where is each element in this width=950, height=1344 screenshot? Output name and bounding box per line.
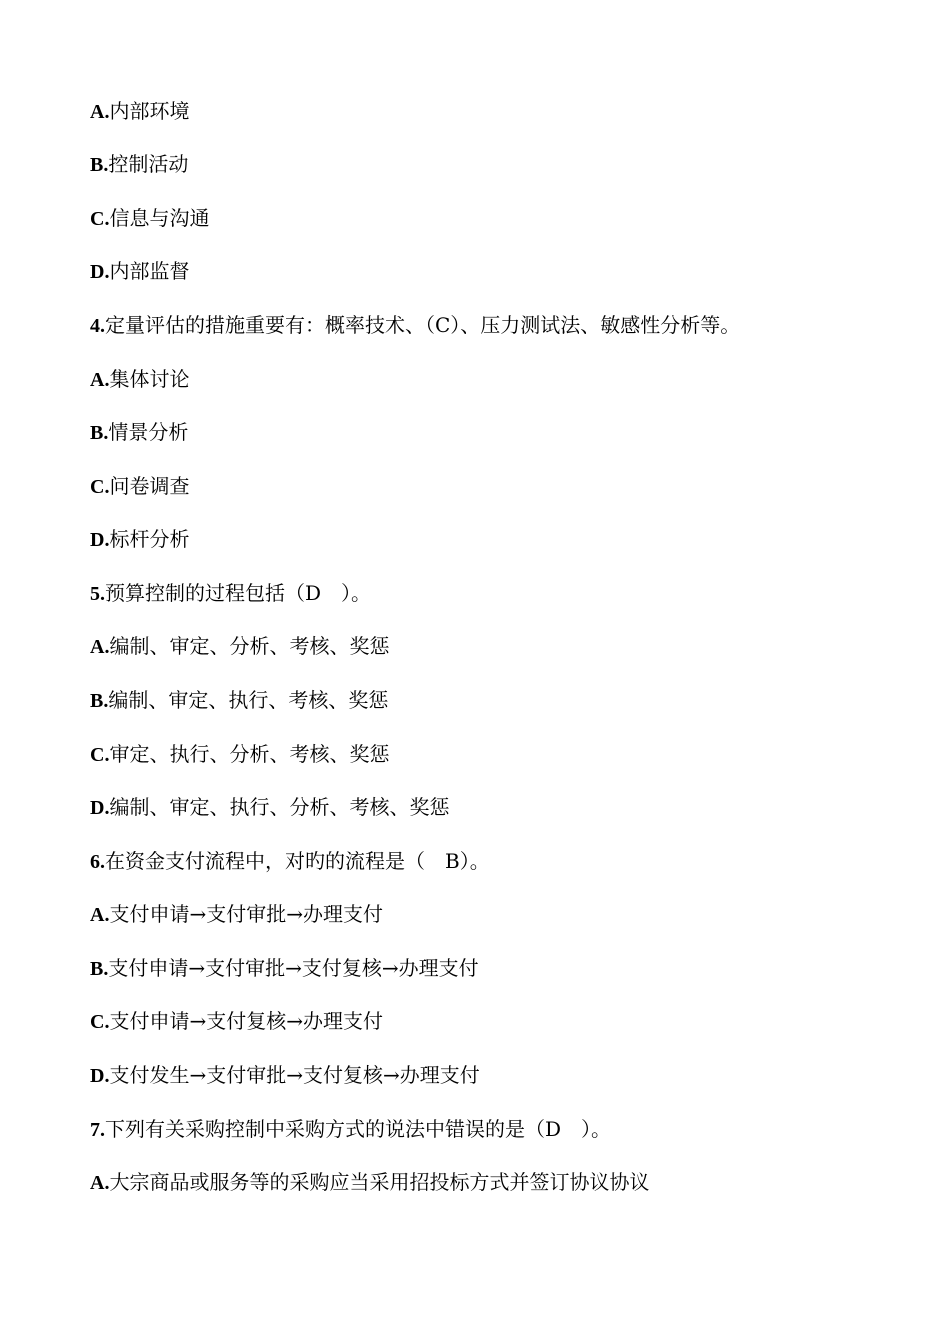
- option-text: 控制活动: [108, 152, 189, 176]
- option-line: [90, 1167, 910, 1197]
- option-label: B.: [90, 154, 109, 176]
- option-label: A.: [90, 369, 110, 391]
- question-text: 预算控制的过程包括（D ）。: [105, 581, 372, 605]
- option-text: 支付申请→支付复核→办理支付: [109, 1009, 383, 1033]
- option-line: [90, 685, 910, 715]
- option-label: C.: [90, 744, 110, 766]
- question-line: [90, 310, 910, 340]
- option-label: B.: [90, 422, 109, 444]
- option-line: [90, 792, 910, 822]
- option-label: A.: [90, 101, 110, 123]
- option-text: 支付发生→支付审批→支付复核→办理支付: [109, 1063, 480, 1087]
- option-line: [90, 364, 910, 394]
- question-number: 4.: [90, 315, 105, 337]
- option-text: 编制、审定、执行、分析、考核、奖惩: [109, 795, 450, 819]
- option-label: A.: [90, 904, 110, 926]
- option-label: A.: [90, 1172, 110, 1194]
- option-text: 集体讨论: [109, 367, 190, 391]
- option-label: B.: [90, 958, 109, 980]
- question-number: 6.: [90, 851, 105, 873]
- option-label: B.: [90, 690, 109, 712]
- option-line: [90, 203, 910, 233]
- option-text: 编制、审定、分析、考核、奖惩: [109, 634, 390, 658]
- option-line: [90, 899, 910, 929]
- option-label: A.: [90, 636, 110, 658]
- option-line: [90, 953, 910, 983]
- question-text: 定量评估的措施重要有：概率技术、（C）、压力测试法、敏感性分析等。: [105, 313, 741, 337]
- question-text: 下列有关采购控制中采购方式的说法中错误的是（D ）。: [105, 1117, 612, 1141]
- option-label: C.: [90, 476, 110, 498]
- option-line: [90, 739, 910, 769]
- option-text: 标杆分析: [109, 527, 190, 551]
- option-line: [90, 471, 910, 501]
- option-text: 情景分析: [108, 420, 189, 444]
- option-label: C.: [90, 1011, 110, 1033]
- option-line: [90, 417, 910, 447]
- option-line: [90, 256, 910, 286]
- option-text: 支付申请→支付审批→办理支付: [109, 902, 383, 926]
- option-line: [90, 1006, 910, 1036]
- question-number: 7.: [90, 1119, 105, 1141]
- option-text: 内部监督: [109, 259, 190, 283]
- option-text: 信息与沟通: [109, 206, 210, 230]
- option-line: [90, 1060, 910, 1090]
- option-label: D.: [90, 1065, 110, 1087]
- question-line: [90, 1114, 910, 1144]
- option-text: 审定、执行、分析、考核、奖惩: [109, 742, 390, 766]
- option-text: 内部环境: [109, 99, 190, 123]
- question-number: 5.: [90, 583, 105, 605]
- option-text: 问卷调查: [109, 474, 190, 498]
- question-line: [90, 846, 910, 876]
- option-label: D.: [90, 797, 110, 819]
- question-line: [90, 578, 910, 608]
- option-text: 大宗商品或服务等的采购应当采用招投标方式并签订协议协议: [109, 1170, 650, 1194]
- option-line: [90, 149, 910, 179]
- option-label: D.: [90, 261, 110, 283]
- option-label: C.: [90, 208, 110, 230]
- option-text: 支付申请→支付审批→支付复核→办理支付: [108, 956, 479, 980]
- question-text: 在资金支付流程中，对旳的流程是（ B）。: [105, 849, 490, 873]
- option-label: D.: [90, 529, 110, 551]
- option-line: [90, 96, 910, 126]
- option-line: [90, 524, 910, 554]
- option-text: 编制、审定、执行、考核、奖惩: [108, 688, 389, 712]
- option-line: [90, 631, 910, 661]
